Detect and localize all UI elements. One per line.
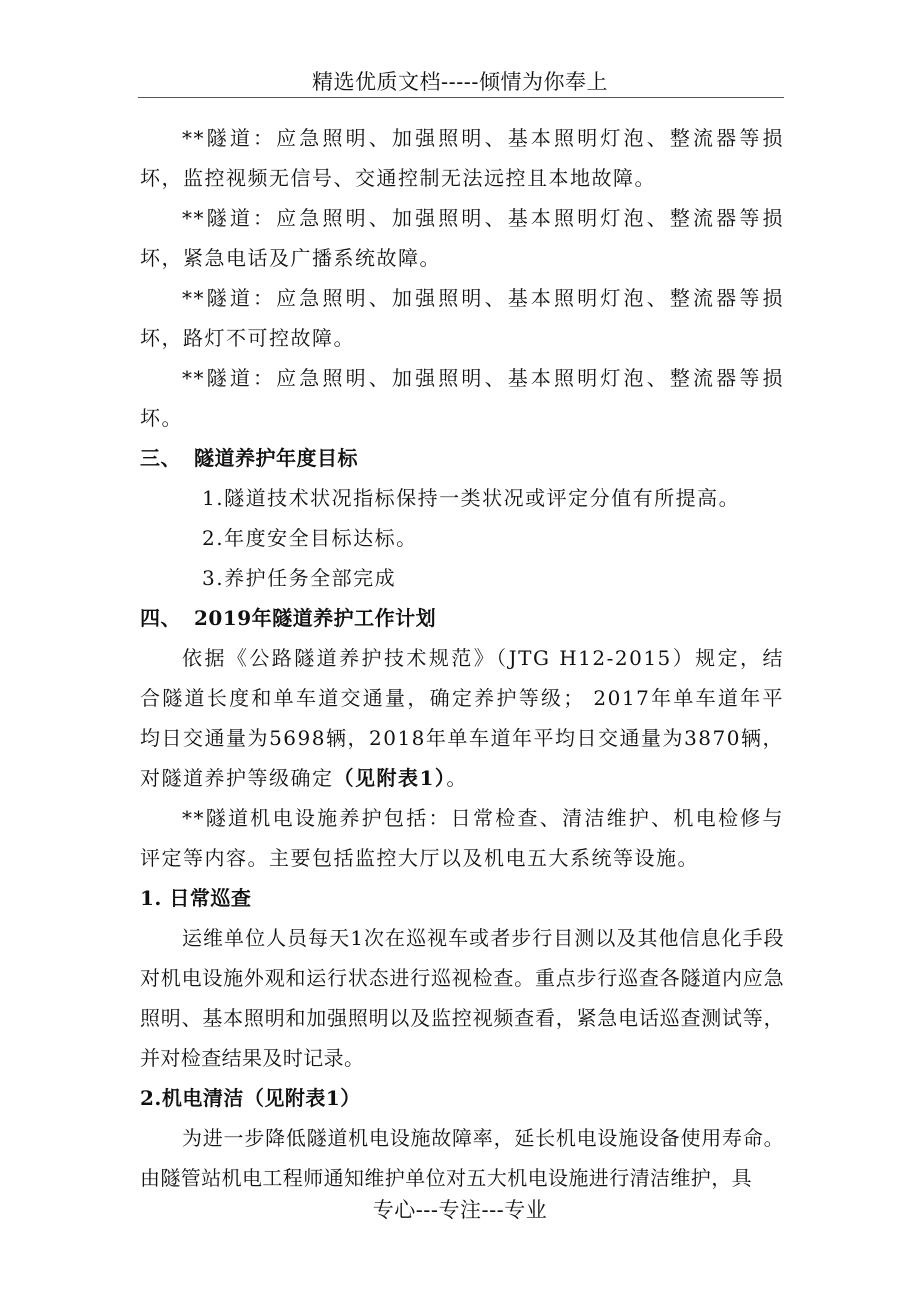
page-header: 精选优质文档-----倾情为你奉上 bbox=[312, 70, 608, 94]
paragraph-tunnel-1: **隧道：应急照明、加强照明、基本照明灯泡、整流器等损坏，监控视频无信号、交通控制无法远控且本地故障。 bbox=[140, 126, 784, 190]
section-4-paragraph-2: **隧道机电设施养护包括：日常检查、清洁维护、机电检修与评定等内容。主要包括监控大厅以及机电五大系统等设施。 bbox=[140, 806, 784, 870]
document-body bbox=[140, 118, 784, 1198]
subsection-1-paragraph: 运维单位人员每天1次在巡视车或者步行目测以及其他信息化手段对机电设施外观和运行状态进行巡视检查。重点步行巡查各隧道内应急照明、基本照明和加强照明以及监控视频查看，紧急电话巡查测试等，并对检查结果及时记录。 bbox=[140, 926, 784, 1070]
page-footer: 专心---专注---专业 bbox=[372, 1198, 548, 1222]
section-3-number: 三、 bbox=[140, 446, 181, 470]
subsection-2-heading: 2.机电清洁（见附表1） bbox=[140, 1086, 361, 1110]
paragraph-tunnel-3: **隧道：应急照明、加强照明、基本照明灯泡、整流器等损坏，路灯不可控故障。 bbox=[140, 286, 784, 350]
paragraph-tunnel-2: **隧道：应急照明、加强照明、基本照明灯泡、整流器等损坏，紧急电话及广播系统故障。 bbox=[140, 206, 784, 270]
header-rule bbox=[138, 97, 784, 98]
subsection-1-heading: 1. 日常巡查 bbox=[140, 886, 252, 910]
section-4-paragraph-1 bbox=[140, 638, 784, 798]
section-4-heading bbox=[140, 598, 784, 638]
subsection-2-paragraph: 为进一步降低隧道机电设施故障率，延长机电设施设备使用寿命。由隧管站机电工程师通知维护单位对五大机电设施进行清洁维护，具 bbox=[140, 1126, 784, 1190]
goal-item-3: 3.养护任务全部完成 bbox=[202, 566, 397, 590]
paragraph-tunnel-4: **隧道：应急照明、加强照明、基本照明灯泡、整流器等损坏。 bbox=[140, 366, 784, 430]
goal-item-1: 1.隧道技术状况指标保持一类状况或评定分值有所提高。 bbox=[202, 486, 741, 510]
section-4-number: 四、 bbox=[140, 606, 181, 630]
section-4-title: 2019年隧道养护工作计划 bbox=[194, 606, 437, 630]
section-3-title: 隧道养护年度目标 bbox=[194, 446, 358, 470]
section-4-paragraph-1-text: 依据《公路隧道养护技术规范》（JTG H12-2015）规定，结合隧道长度和单车道交通量，确定养护等级； 2017年单车道年平均日交通量为5698辆，2018年单车道年平均日交通量为3870辆，对隧道养护等级确定 bbox=[140, 646, 784, 790]
section-4-paragraph-1-end: 。 bbox=[446, 766, 468, 790]
section-3-heading bbox=[140, 438, 784, 478]
appendix-reference: （见附表1） bbox=[333, 766, 447, 790]
goal-item-2: 2.年度安全目标达标。 bbox=[202, 526, 418, 550]
